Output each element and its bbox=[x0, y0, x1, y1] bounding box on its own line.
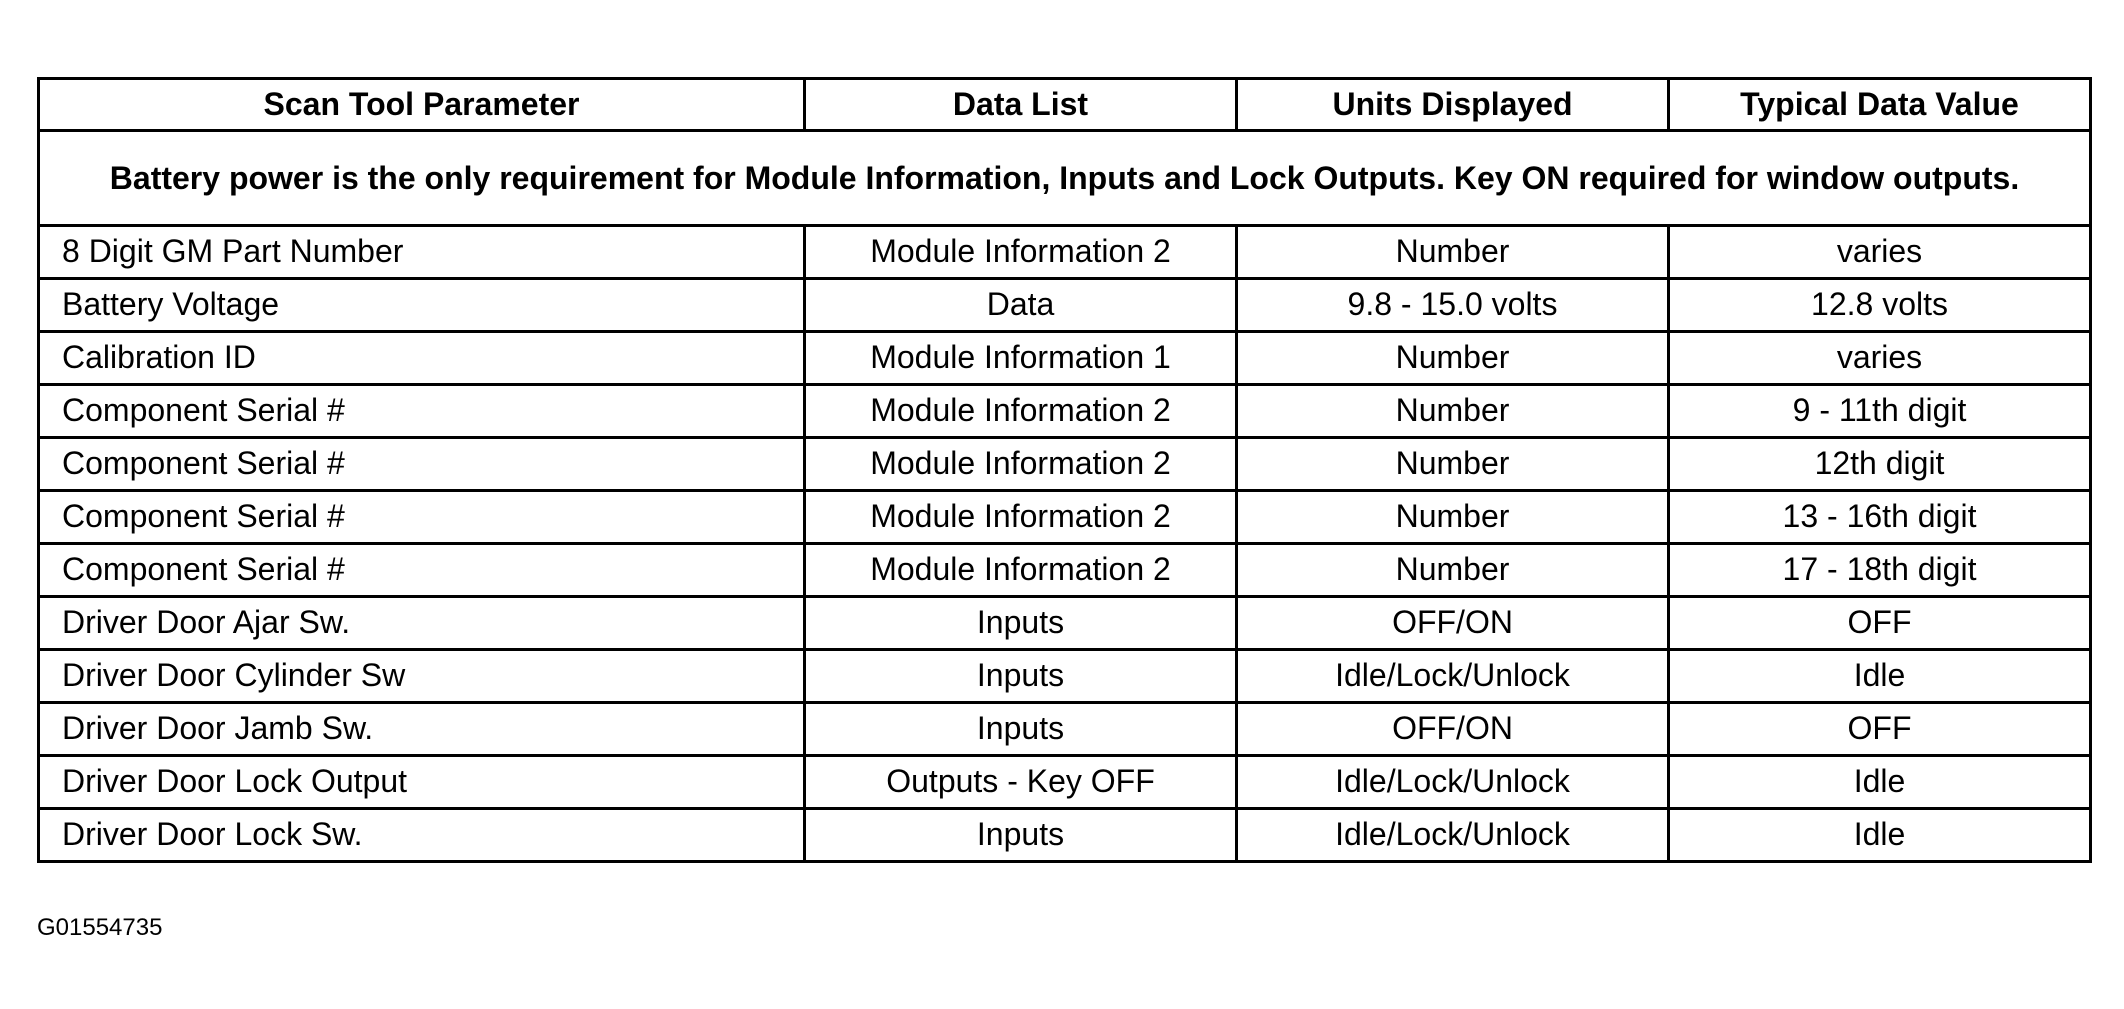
data-list-cell: Inputs bbox=[805, 809, 1237, 862]
table-row bbox=[39, 809, 2091, 862]
table-row bbox=[39, 756, 2091, 809]
table-row bbox=[39, 650, 2091, 703]
units-cell: OFF/ON bbox=[1237, 703, 1669, 756]
table-row bbox=[39, 279, 2091, 332]
header-row bbox=[39, 79, 2091, 131]
units-cell: Idle/Lock/Unlock bbox=[1237, 650, 1669, 703]
data-list-cell: Inputs bbox=[805, 597, 1237, 650]
note-row bbox=[39, 131, 2091, 226]
units-cell: Number bbox=[1237, 544, 1669, 597]
table-body bbox=[39, 226, 2091, 862]
units-cell: 9.8 - 15.0 volts bbox=[1237, 279, 1669, 332]
typical-value-cell: varies bbox=[1669, 226, 2091, 279]
data-list-cell: Inputs bbox=[805, 703, 1237, 756]
data-list-cell: Module Information 2 bbox=[805, 438, 1237, 491]
table-row bbox=[39, 597, 2091, 650]
figure-id: G01554735 bbox=[37, 914, 163, 941]
parameter-cell: Component Serial # bbox=[39, 491, 805, 544]
data-list-cell: Module Information 2 bbox=[805, 544, 1237, 597]
typical-value-cell: 12.8 volts bbox=[1669, 279, 2091, 332]
typical-value-cell: varies bbox=[1669, 332, 2091, 385]
parameter-cell: 8 Digit GM Part Number bbox=[39, 226, 805, 279]
data-list-cell: Inputs bbox=[805, 650, 1237, 703]
table-row bbox=[39, 438, 2091, 491]
units-cell: Idle/Lock/Unlock bbox=[1237, 809, 1669, 862]
typical-value-cell: 17 - 18th digit bbox=[1669, 544, 2091, 597]
parameter-cell: Component Serial # bbox=[39, 544, 805, 597]
data-list-cell: Module Information 2 bbox=[805, 385, 1237, 438]
scan-tool-data-table bbox=[37, 77, 2092, 863]
parameter-cell: Driver Door Ajar Sw. bbox=[39, 597, 805, 650]
typical-value-cell: 12th digit bbox=[1669, 438, 2091, 491]
parameter-cell: Component Serial # bbox=[39, 385, 805, 438]
header-typical-data-value: Typical Data Value bbox=[1669, 79, 2091, 131]
table-row bbox=[39, 544, 2091, 597]
header-units-displayed: Units Displayed bbox=[1237, 79, 1669, 131]
units-cell: Number bbox=[1237, 226, 1669, 279]
typical-value-cell: 9 - 11th digit bbox=[1669, 385, 2091, 438]
parameter-cell: Driver Door Jamb Sw. bbox=[39, 703, 805, 756]
typical-value-cell: Idle bbox=[1669, 756, 2091, 809]
table-row bbox=[39, 703, 2091, 756]
units-cell: Number bbox=[1237, 385, 1669, 438]
data-list-cell: Module Information 2 bbox=[805, 491, 1237, 544]
table-row bbox=[39, 385, 2091, 438]
data-list-cell: Module Information 1 bbox=[805, 332, 1237, 385]
data-list-cell: Data bbox=[805, 279, 1237, 332]
parameter-cell: Driver Door Lock Sw. bbox=[39, 809, 805, 862]
typical-value-cell: OFF bbox=[1669, 703, 2091, 756]
typical-value-cell: Idle bbox=[1669, 650, 2091, 703]
typical-value-cell: Idle bbox=[1669, 809, 2091, 862]
parameter-cell: Calibration ID bbox=[39, 332, 805, 385]
parameter-cell: Battery Voltage bbox=[39, 279, 805, 332]
units-cell: Number bbox=[1237, 491, 1669, 544]
header-data-list: Data List bbox=[805, 79, 1237, 131]
data-list-cell: Outputs - Key OFF bbox=[805, 756, 1237, 809]
table-row bbox=[39, 332, 2091, 385]
parameter-cell: Driver Door Lock Output bbox=[39, 756, 805, 809]
typical-value-cell: 13 - 16th digit bbox=[1669, 491, 2091, 544]
requirements-note: Battery power is the only requirement for Module Information, Inputs and Lock Outputs. Key ON required for window outputs. bbox=[39, 131, 2091, 226]
units-cell: Number bbox=[1237, 332, 1669, 385]
table-row bbox=[39, 226, 2091, 279]
units-cell: Number bbox=[1237, 438, 1669, 491]
units-cell: Idle/Lock/Unlock bbox=[1237, 756, 1669, 809]
header-scan-tool-parameter: Scan Tool Parameter bbox=[39, 79, 805, 131]
units-cell: OFF/ON bbox=[1237, 597, 1669, 650]
table-row bbox=[39, 491, 2091, 544]
parameter-cell: Driver Door Cylinder Sw bbox=[39, 650, 805, 703]
data-list-cell: Module Information 2 bbox=[805, 226, 1237, 279]
typical-value-cell: OFF bbox=[1669, 597, 2091, 650]
parameter-cell: Component Serial # bbox=[39, 438, 805, 491]
